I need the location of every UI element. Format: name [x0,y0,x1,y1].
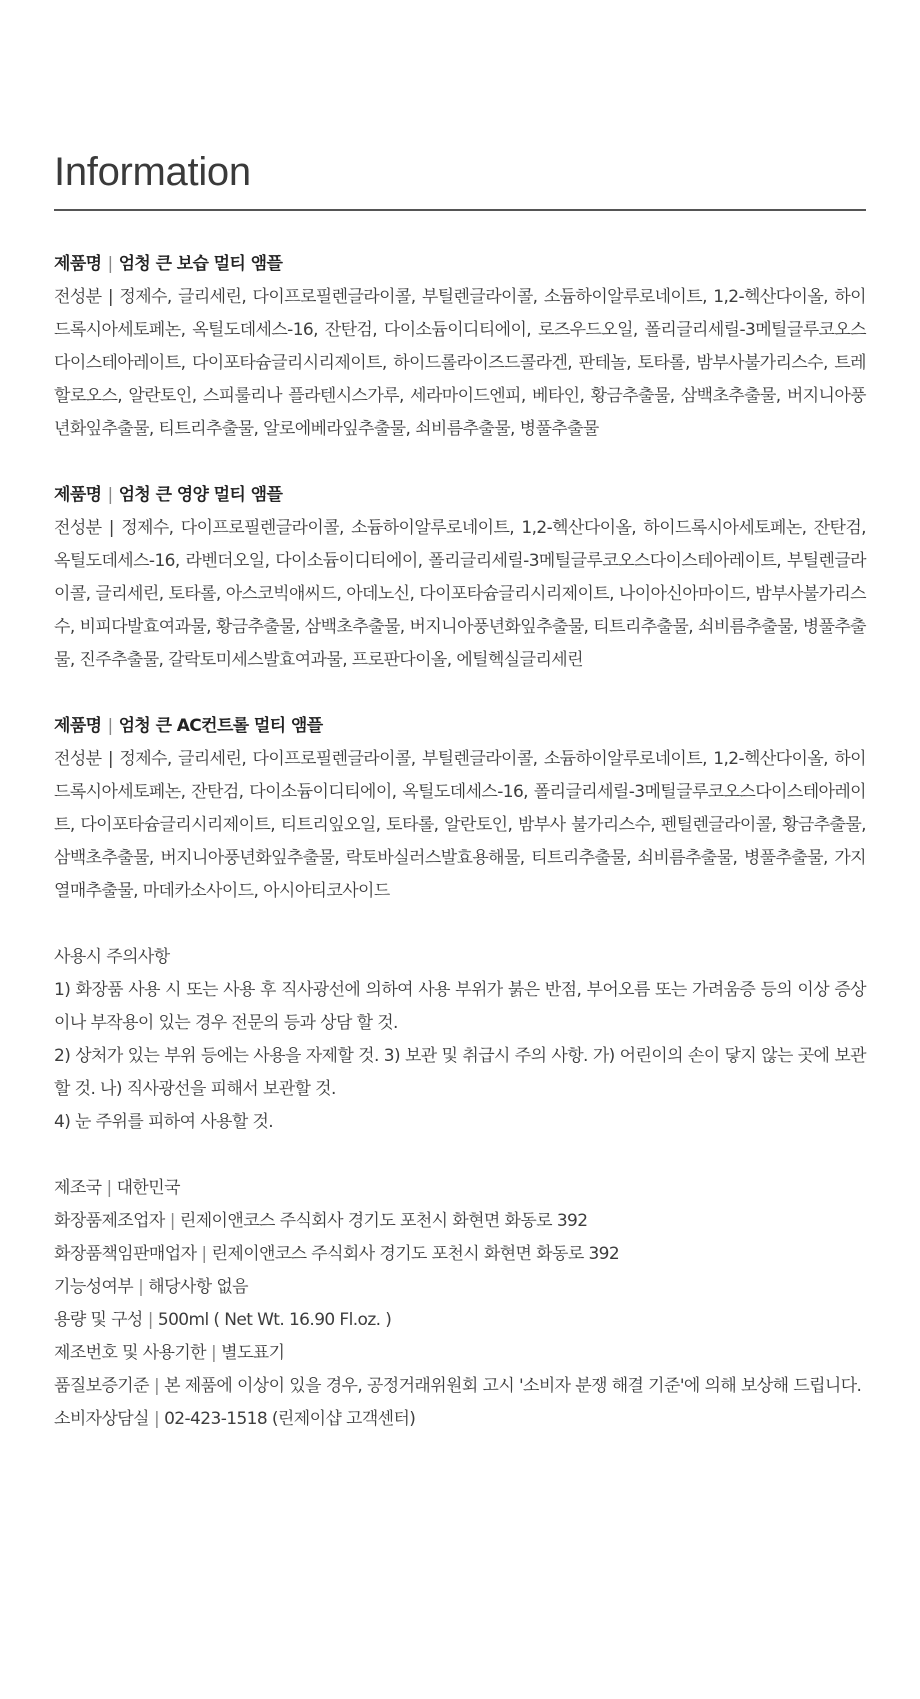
ingredients-list: 정제수, 글리세린, 다이프로필렌글라이콜, 부틸렌글라이콜, 소듐하이알루로네이트, 1,2-헥산다이올, 하이드록시아세토페논, 잔탄검, 다이소듐이디티에이, 옥틸도데세스-16, 폴리글리세릴-3메틸글루코오스다이스테아레이트, 다이포타슘글리시리제이트, 티트리잎오일, 토타롤, 알란토인, 밤부사 불가리스수, 펜틸렌글라이콜, 황금추출물, 삼백초추출물, 버지니아풍년화잎추출물, 락토바실러스발효용해물, 티트리추출물, 쇠비름추출물, 병풀추출물, 가지열매추출물, 마데카소사이드, 아시아티코사이드 [54,749,866,901]
spec-value: 린제이앤코스 주식회사 경기도 포천시 화현면 화동로 392 [211,1244,620,1264]
ingredients-list: 정제수, 다이프로필렌글라이콜, 소듐하이알루로네이트, 1,2-헥산다이올, 하이드록시아세토페논, 잔탄검, 옥틸도데세스-16, 라벤더오일, 다이소듐이디티에이, 폴리글리세릴-3메틸글루코오스다이스테아레이트, 부틸렌글라이콜, 글리세린, 토타롤, 아스코빅애씨드, 아데노신, 다이포타슘글리시리제이트, 나이아신아마이드, 밤부사불가리스수, 비피다발효여과물, 황금추출물, 삼백초추출물, 버지니아풍년화잎추출물, 티트리추출물, 쇠비름추출물, 병풀추출물, 진주추출물, 갈락토미세스발효여과물, 프로판다이올, 에틸헥실글리세린 [54,518,866,670]
spec-label: 화장품제조업자 [54,1211,165,1231]
separator: | [107,716,113,736]
separator: | [153,1376,160,1396]
spec-row-origin [54,1172,866,1205]
product-label: 제품명 [54,485,102,505]
spec-value: 대한민국 [116,1178,180,1198]
ingredients-label: 전성분 [54,518,102,538]
product-name: 엄청 큰 AC컨트롤 멀티 앰플 [118,716,323,736]
product-specs [54,1172,866,1436]
spec-label: 용량 및 구성 [54,1310,143,1330]
precaution-line: 1) 화장품 사용 시 또는 사용 후 직사광선에 의하여 사용 부위가 붉은 반점, 부어오름 또는 가려움증 등의 이상 증상이나 부작용이 있는 경우 전문의 등과 상담 할 것. [54,980,866,1033]
spec-value: 02-423-1518 (린제이샵 고객센터) [164,1409,416,1429]
spec-label: 기능성여부 [54,1277,134,1297]
ingredients-label: 전성분 [54,287,102,307]
separator: | [147,1310,153,1330]
separator: | [138,1277,144,1297]
separator: | [107,254,113,274]
spec-row-lot-expiry [54,1337,866,1370]
title-divider [54,209,866,211]
spec-value: 린제이앤코스 주식회사 경기도 포천시 화현면 화동로 392 [179,1211,588,1231]
ingredients-text [54,743,866,908]
spec-label: 제조국 [54,1178,102,1198]
product-name: 엄청 큰 보습 멀티 앰플 [118,254,283,274]
spec-label: 품질보증기준 [54,1376,149,1396]
product-label: 제품명 [54,254,102,274]
product-title [54,479,866,512]
usage-precautions [54,941,866,1139]
product-title [54,248,866,281]
ingredients-list: 정제수, 글리세린, 다이프로필렌글라이콜, 부틸렌글라이콜, 소듐하이알루로네이트, 1,2-헥산다이올, 하이드록시아세토페논, 옥틸도데세스-16, 잔탄검, 다이소듐이디티에이, 로즈우드오일, 폴리글리세릴-3메틸글루코오스다이스테아레이트, 다이포타슘글리시리제이트, 하이드롤라이즈드콜라겐, 판테놀, 토타롤, 밤부사불가리스수, 트레할로오스, 알란토인, 스피룰리나 플라텐시스가루, 세라마이드엔피, 베타인, 황금추출물, 삼백초추출물, 버지니아풍년화잎추출물, 티트리추출물, 알로에베라잎추출물, 쇠비름추출물, 병풀추출물 [54,287,866,439]
spec-row-functional [54,1271,866,1304]
ingredients-text [54,512,866,677]
spec-label: 화장품책임판매업자 [54,1244,197,1264]
precaution-line: 4) 눈 주위를 피하여 사용할 것. [54,1112,274,1132]
spec-label: 제조번호 및 사용기한 [54,1343,207,1363]
precaution-line: 2) 상처가 있는 부위 등에는 사용을 자제할 것. 3) 보관 및 취급시 주의 사항. 가) 어린이의 손이 닿지 않는 곳에 보관할 것. 나) 직사광선을 피해서 보관할 것. [54,1046,866,1099]
product-block-ac-control [54,710,866,908]
page-title: Information [54,150,251,194]
separator: | [201,1244,207,1264]
spec-row-manufacturer [54,1205,866,1238]
product-block-nutrition [54,479,866,677]
separator: | [107,485,113,505]
spec-value: 본 제품에 이상이 있을 경우, 공정거래위원회 고시 '소비자 분쟁 해결 기준'에 의해 보상해 드립니다. [164,1376,862,1396]
precautions-title: 사용시 주의사항 [54,947,170,967]
product-name: 엄청 큰 영양 멀티 앰플 [118,485,283,505]
separator: | [101,749,120,769]
product-block-moisture [54,248,866,446]
spec-row-quality-guarantee [54,1370,866,1403]
spec-label: 소비자상담실 [54,1409,149,1429]
separator: | [169,1211,175,1231]
separator: | [106,1178,112,1198]
information-content [54,248,866,1436]
spec-value: 별도표기 [221,1343,285,1363]
ingredients-label: 전성분 [54,749,102,769]
separator: | [101,518,122,538]
spec-row-volume [54,1304,866,1337]
product-title [54,710,866,743]
separator: | [101,287,120,307]
spec-value: 해당사항 없음 [148,1277,249,1297]
separator: | [211,1343,217,1363]
product-label: 제품명 [54,716,102,736]
separator: | [153,1409,160,1429]
spec-row-customer-center [54,1403,866,1436]
spec-value: 500ml ( Net Wt. 16.90 Fl.oz. ) [157,1310,392,1330]
ingredients-text [54,281,866,446]
spec-row-distributor [54,1238,866,1271]
